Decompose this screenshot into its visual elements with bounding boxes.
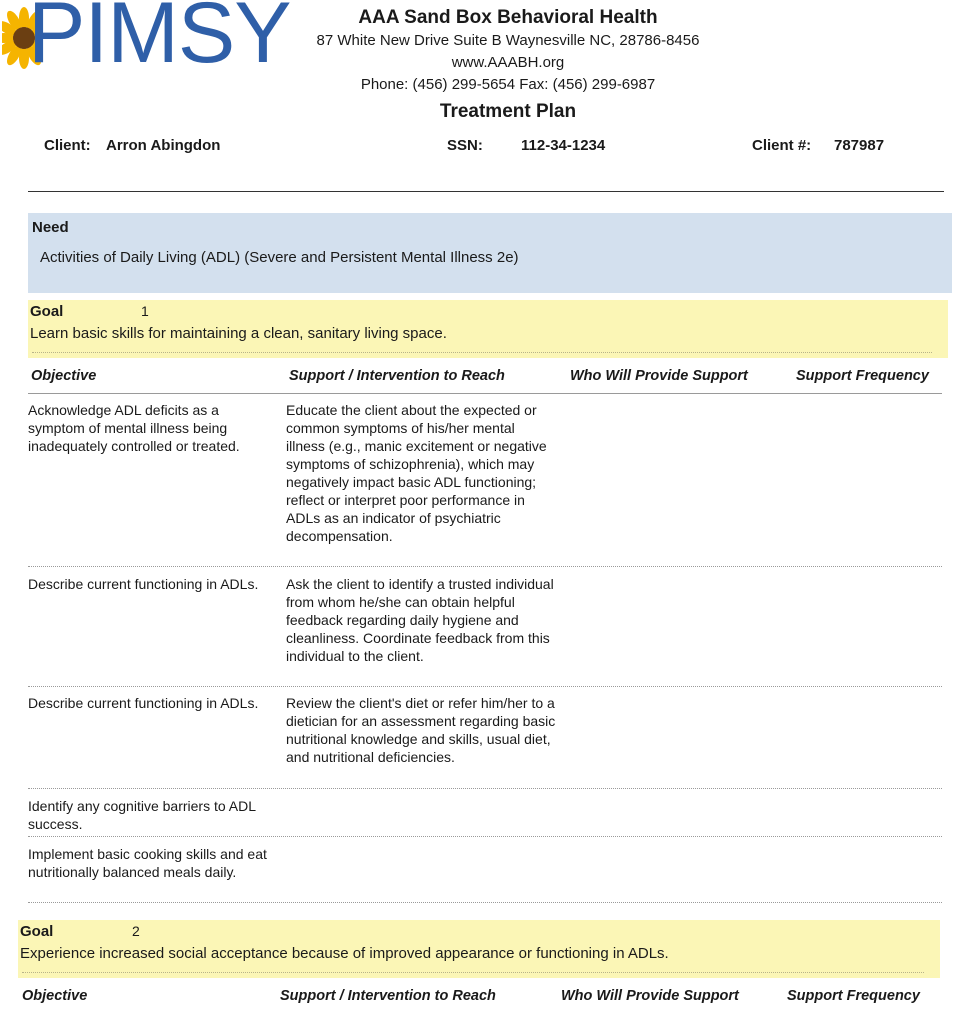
goal-section [28, 300, 948, 358]
objective-cell: Identify any cognitive barriers to ADL success. [28, 798, 256, 832]
goal-text: Learn basic skills for maintaining a clean, sanitary living space. [30, 325, 447, 342]
row-divider [28, 836, 942, 837]
org-address: 87 White New Drive Suite B Waynesville NC, 28786-8456 [316, 32, 700, 49]
table-header [0, 368, 960, 390]
client-info-row [0, 137, 960, 159]
objective-cell: Describe current functioning in ADLs. [28, 695, 259, 711]
org-phone-fax: Phone: (456) 299-5654 Fax: (456) 299-6987 [360, 76, 656, 93]
objective-cell: Implement basic cooking skills and eat nutritionally balanced meals daily. [28, 846, 267, 880]
objective-cell: Describe current functioning in ADLs. [28, 576, 259, 592]
need-label: Need [32, 219, 69, 236]
pimsy-logo [2, 0, 292, 82]
column-header-support: Support / Intervention to Reach [280, 988, 496, 1004]
need-section [28, 213, 952, 293]
goal-text: Experience increased social acceptance because of improved appearance or functioning in ADLs. [20, 945, 669, 962]
need-text: Activities of Daily Living (ADL) (Severe and Persistent Mental Illness 2e) [40, 249, 519, 266]
column-header-who: Who Will Provide Support [561, 988, 739, 1004]
ssn-value: 112-34-1234 [521, 137, 606, 154]
ssn-label: SSN: [447, 137, 483, 154]
client-number-label: Client #: [752, 137, 812, 154]
support-cell: Review the client's diet or refer him/her to a dietician for an assessment regarding basic nutritional knowledge and skills, usual diet, and nutritional deficiencies. [286, 695, 556, 765]
goal-divider [32, 352, 932, 353]
client-name-label: Client: [44, 137, 91, 154]
row-divider [28, 566, 942, 567]
header-divider [28, 191, 944, 192]
table-header-rule [28, 393, 942, 394]
column-header-objective: Objective [31, 368, 97, 384]
org-header [290, 6, 726, 126]
support-cell: Educate the client about the expected or common symptoms of his/her mental illness (e.g., manic excitement or negative symptoms of schizophrenia), which may negatively impact basic ADL functioning; reflect or interpret poor performance in ADLs as an indicator of psychiatric decompensation. [286, 402, 547, 544]
goal-number: 2 [132, 923, 140, 939]
client-number: 787987 [834, 137, 885, 154]
org-name: AAA Sand Box Behavioral Health [358, 7, 658, 28]
column-header-frequency: Support Frequency [796, 368, 929, 384]
logo-wordmark: PIMSY [28, 0, 291, 81]
document-title: Treatment Plan [439, 101, 577, 122]
column-header-who: Who Will Provide Support [570, 368, 748, 384]
org-website: www.AAABH.org [451, 54, 565, 71]
row-divider [28, 686, 942, 687]
row-divider [28, 902, 942, 903]
objective-cell: Acknowledge ADL deficits as a symptom of mental illness being inadequately controlled or treated. [28, 402, 240, 454]
table-header [0, 988, 960, 1010]
goal-divider [22, 972, 924, 973]
row-divider [28, 788, 942, 789]
client-name: Arron Abingdon [106, 137, 221, 154]
column-header-support: Support / Intervention to Reach [289, 368, 505, 384]
goal-number: 1 [141, 303, 149, 319]
goal-section [18, 920, 940, 978]
goal-label: Goal [30, 303, 64, 320]
column-header-frequency: Support Frequency [787, 988, 920, 1004]
goal-label: Goal [20, 923, 54, 940]
column-header-objective: Objective [22, 988, 88, 1004]
support-cell: Ask the client to identify a trusted individual from whom he/she can obtain helpful feedback regarding daily hygiene and cleanliness. Coordinate feedback from this individual to the client. [286, 576, 554, 664]
